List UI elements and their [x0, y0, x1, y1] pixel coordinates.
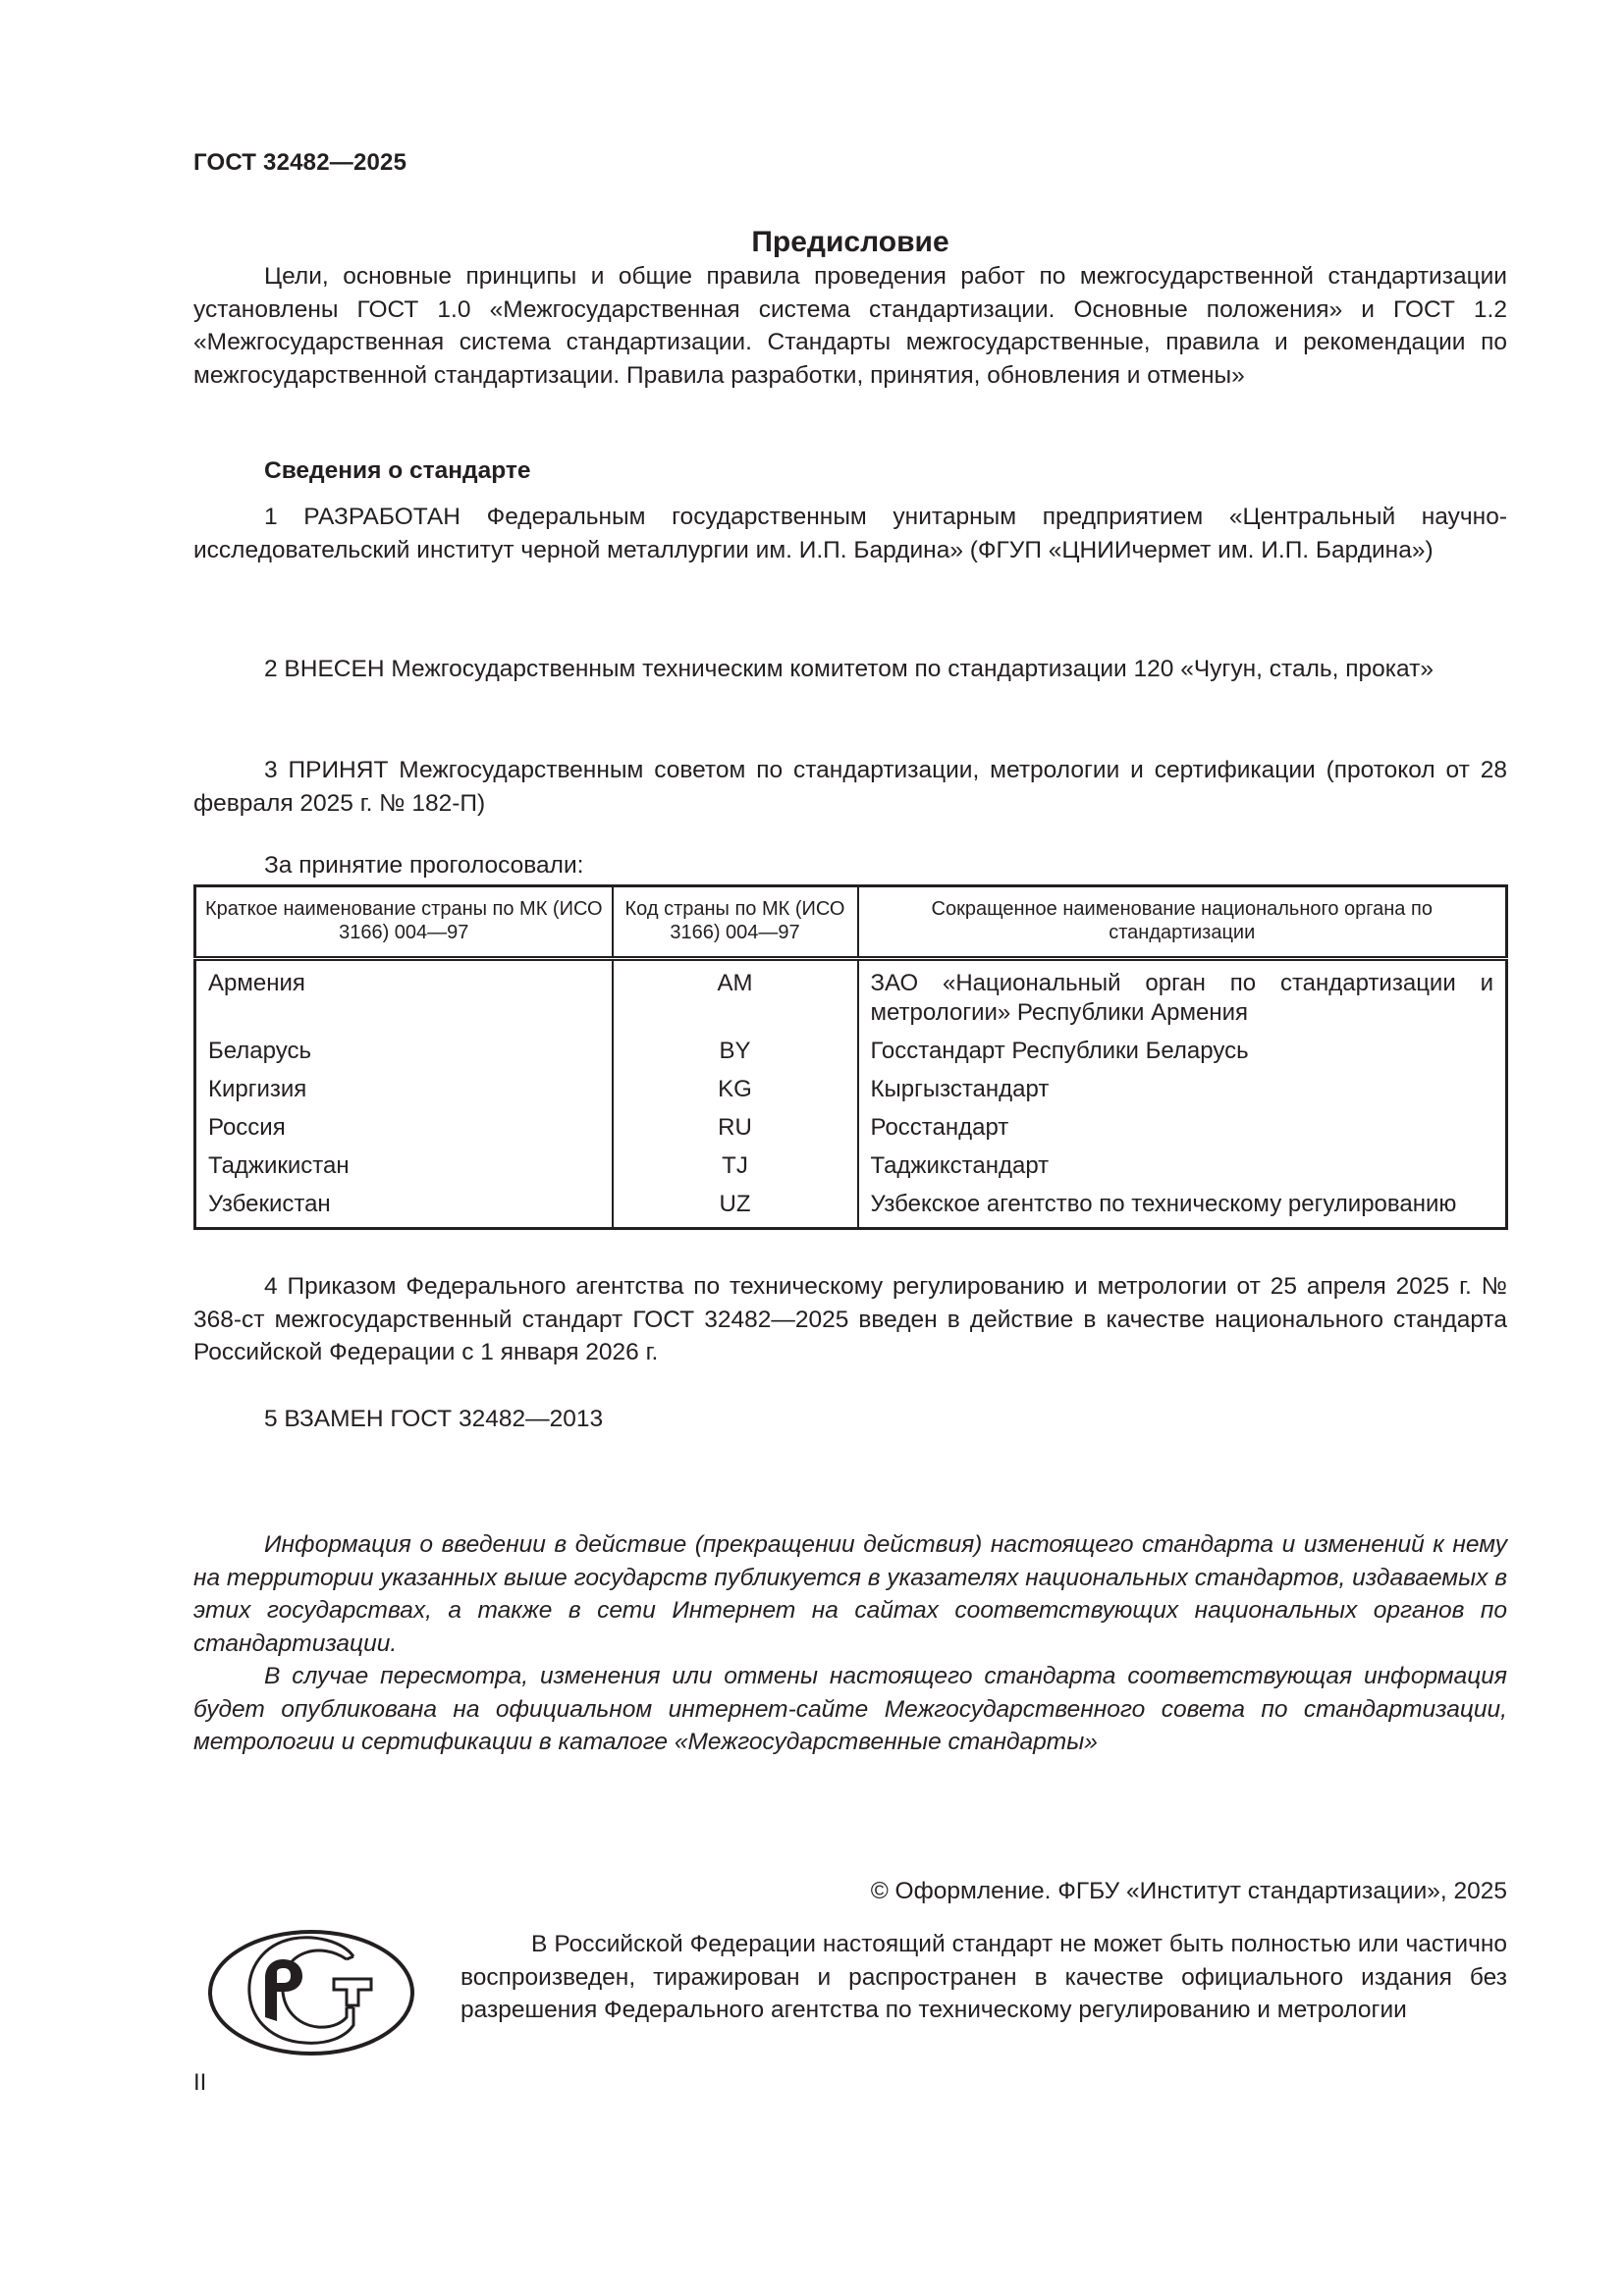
code-cell: TJ [613, 1148, 858, 1186]
country-cell: Россия [195, 1109, 613, 1148]
column-header-body: Сокращенное наименование национального органа по стандартизации [858, 886, 1507, 959]
page-title: Предисловие [751, 226, 949, 258]
notice-paragraph-2: В случае пересмотра, изменения или отмены настоящего стандарта соответствующая информация будет опубликована на официальном интернет-сайте Межгосударственного совета по стандартизации, метрологии и сертификации в каталоге «Межгосударственные стандарты» [193, 1663, 1507, 1755]
document-code-header: ГОСТ 32482—2025 [193, 149, 407, 176]
table-row [195, 959, 1507, 1034]
info-item-5: 5 ВЗАМЕН ГОСТ 32482—2013 [264, 1406, 604, 1432]
country-cell: Узбекистан [195, 1186, 613, 1229]
table-row [195, 1109, 1507, 1148]
intro-paragraph: Цели, основные принципы и общие правила проведения работ по межгосударственной стандартизации установлены ГОСТ 1.0 «Межгосударственная система стандартизации. Основные положения» и ГОСТ 1.2 «Межгосударственная система стандартизации. Стандарты межгосударственные, правила и рекомендации по межгосударственной стандартизации. Правила разработки, принятия, обновления и отмены» [193, 263, 1507, 389]
notice-paragraph-1: Информация о введении в действие (прекращении действия) настоящего стандарта и изменений к нему на территории указанных выше государств публикуется в указателях национальных стандартов, издаваемых в этих государствах, а также в сети Интернет на сайтах соответствующих национальных органов по стандартизации. [193, 1531, 1507, 1657]
info-item-4: 4 Приказом Федерального агентства по техническому регулированию и метрологии от 25 апреля 2025 г. № 368-ст межгосударственный стандарт ГОСТ 32482—2025 введен в действие в качестве национального стандарта Российской Федерации с 1 января 2026 г. [193, 1273, 1507, 1365]
info-item-1: 1 РАЗРАБОТАН Федеральным государственным унитарным предприятием «Центральный научно-исследовательский институт черной металлургии им. И.П. Бардина» (ФГУП «ЦНИИчермет им. И.П. Бардина») [193, 504, 1507, 563]
copyright-notice: © Оформление. ФГБУ «Институт стандартизации», 2025 [870, 1878, 1507, 1904]
code-cell: AM [613, 959, 858, 1034]
table-header-row [195, 886, 1507, 959]
country-cell: Беларусь [195, 1033, 613, 1071]
column-header-country: Краткое наименование страны по МК (ИСО 3166) 004—97 [195, 886, 613, 959]
body-cell: Кыргызстандарт [870, 1076, 1050, 1102]
body-cell: ЗАО «Национальный орган по стандартизации и метрологии» Республики Армения [870, 970, 1493, 1026]
table-row [195, 1148, 1507, 1186]
country-cell: Киргизия [195, 1071, 613, 1109]
page-number: II [193, 2069, 207, 2096]
country-cell: Таджикистан [195, 1148, 613, 1186]
votes-label: За принятие проголосовали: [264, 852, 584, 879]
standard-info-heading: Сведения о стандарте [264, 457, 531, 484]
code-cell: UZ [613, 1186, 858, 1229]
code-cell: RU [613, 1109, 858, 1148]
rst-certification-mark-icon [206, 1927, 416, 2058]
rights-notice: В Российской Федерации настоящий стандарт не может быть полностью или частично воспроизведен, тиражирован и распространен в качестве официального издания без разрешения Федерального агентства по техническому регулированию и метрологии [460, 1931, 1507, 2023]
code-cell: KG [613, 1071, 858, 1109]
table-row [195, 1033, 1507, 1071]
info-item-3: 3 ПРИНЯТ Межгосударственным советом по стандартизации, метрологии и сертификации (протокол от 28 февраля 2025 г. № 182-П) [193, 757, 1507, 817]
table-row [195, 1186, 1507, 1229]
country-cell: Армения [195, 959, 613, 1034]
votes-table [193, 884, 1508, 1230]
column-header-code: Код страны по МК (ИСО 3166) 004—97 [613, 886, 858, 959]
body-cell: Росстандарт [870, 1114, 1009, 1141]
info-item-2: 2 ВНЕСЕН Межгосударственным техническим комитетом по стандартизации 120 «Чугун, сталь, прокат» [264, 656, 1434, 682]
code-cell: BY [613, 1033, 858, 1071]
body-cell: Узбекское агентство по техническому регулированию [870, 1191, 1457, 1217]
body-cell: Таджикстандарт [870, 1152, 1050, 1179]
body-cell: Госстандарт Республики Беларусь [870, 1038, 1249, 1064]
table-row [195, 1071, 1507, 1109]
